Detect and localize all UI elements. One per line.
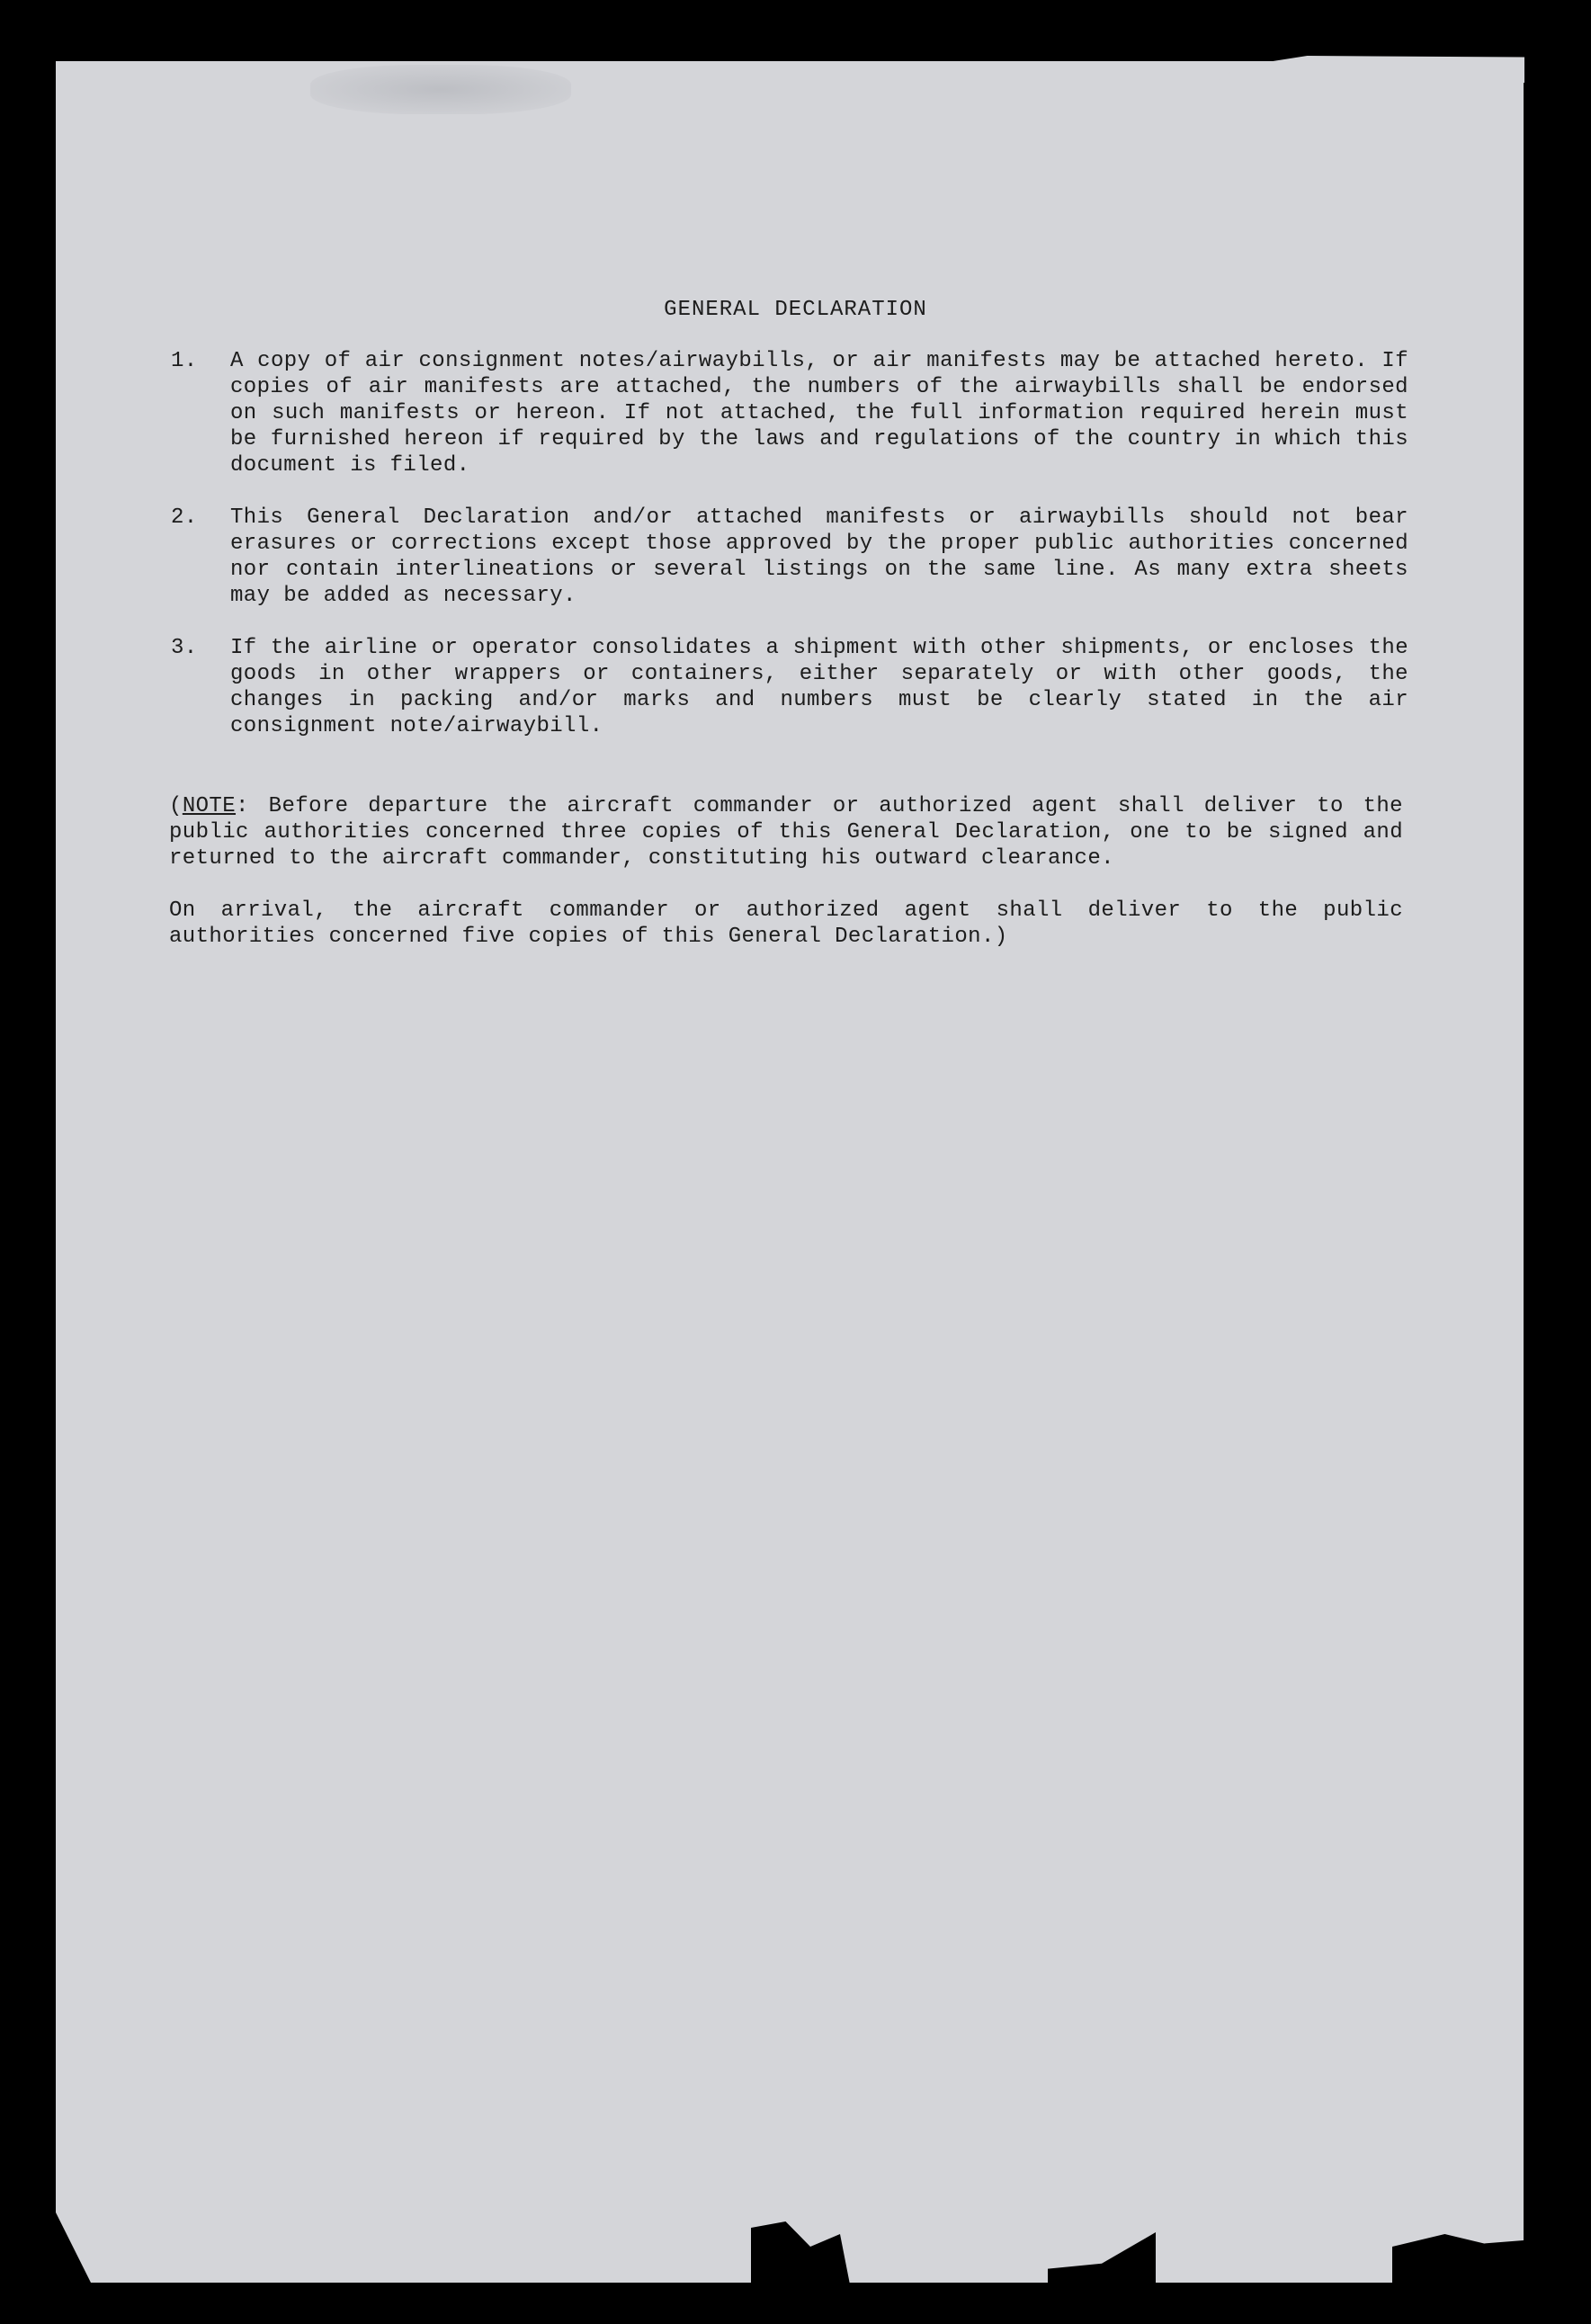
note-colon: : xyxy=(236,794,249,818)
note-label: NOTE xyxy=(182,794,237,818)
item-text: This General Declaration and/or attached manifests or airwaybills should not bear erasures or corrections except those approved by the proper public authorities concerned nor contain interlineations or several listings on the same line. As many extra sheets may be added as necessary. xyxy=(230,505,1408,608)
item-number: 2. xyxy=(171,505,198,530)
note-text: Before departure the aircraft commander or authorized agent shall deliver to the public authorities concerned three copies of this General Declaration, one to be signed and returned to the aircraft commander, constituting his outward clearance. xyxy=(169,794,1403,871)
arrival-paragraph: On arrival, the aircraft commander or authorized agent shall deliver to the public authorities concerned five copies of this General Declaration.) xyxy=(169,898,1403,949)
item-text: A copy of air consignment notes/airwaybills, or air manifests may be attached hereto. If copies of air manifests are attached, the numbers of the airwaybills shall be endorsed on such manifests or hereon. If not attached, the full information required herein must be furnished hereon if required by the laws and regulations of the country in which this document is filed. xyxy=(230,349,1408,478)
document-title: GENERAL DECLARATION xyxy=(664,298,927,322)
item-number: 1. xyxy=(171,349,198,373)
item-text: If the airline or operator consolidates a shipment with other shipments, or encloses the goods in other wrappers or containers, either separately or with other goods, the changes in packing and/or marks and numbers must be clearly stated in the air consignment note/airwaybill. xyxy=(230,636,1408,738)
item-number: 3. xyxy=(171,636,198,660)
note-paragraph xyxy=(169,793,1403,872)
note-open-paren: ( xyxy=(169,794,183,818)
